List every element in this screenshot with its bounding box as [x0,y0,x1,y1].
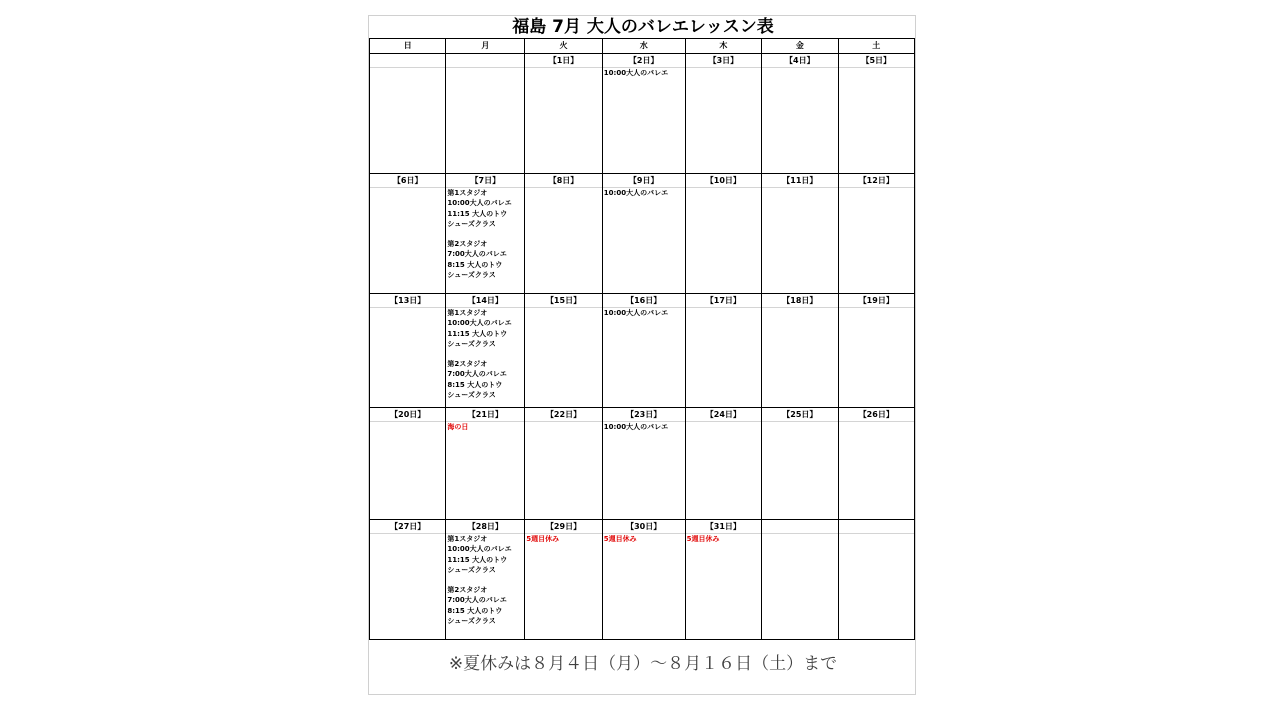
day-cell [685,54,762,174]
holiday-note: 5週目休み [526,535,560,543]
day-cell [838,174,914,294]
day-cell [762,54,838,174]
day-cell [838,294,914,408]
lesson-entry: 10:00大人のバレエ [447,545,512,554]
lesson-entry: 11:15 大人のトウ [447,555,508,564]
day-date-label: 【24日】 [686,408,762,422]
day-cell [446,54,525,174]
lesson-entry: 7:00大人のバレエ [447,370,507,379]
summer-break-note: ※夏休みは８月４日（月）～８月１６日（土）まで [448,654,838,674]
day-cell [762,520,838,640]
lesson-entry: 第2スタジオ [447,360,488,369]
day-cell [525,408,603,520]
day-cell [685,294,762,408]
day-date-label: 【31日】 [686,520,762,534]
lesson-entry: 10:00大人のバレエ [603,69,669,77]
lesson-entry: 11:15 大人のトウ [447,329,508,338]
lesson-entry: 10:00大人のバレエ [603,309,669,317]
weekday-tue: 火 [525,39,603,54]
week-row [370,174,915,294]
weekday-mon: 月 [446,39,525,54]
day-cell [602,54,685,174]
day-cell [525,294,603,408]
day-cell [602,174,685,294]
day-date-label: 【28日】 [446,520,524,534]
day-cell [838,54,914,174]
day-cell [446,408,525,520]
week-row [370,408,915,520]
day-cell [525,520,603,640]
day-cell [838,520,914,640]
day-date-label: 【21日】 [446,408,524,422]
lesson-entry: 8:15 大人のトウ [447,606,503,615]
weekday-sat: 土 [838,39,914,54]
day-date-label: 【3日】 [686,54,762,68]
day-cell [685,408,762,520]
day-date-label: 【16日】 [603,294,685,308]
lesson-entry: 11:15 大人のトウ [447,209,508,218]
day-cell [685,520,762,640]
day-cell [446,294,525,408]
lesson-entry: シューズクラス [447,617,496,626]
holiday-note: 5週目休み [686,535,720,543]
day-cell [602,408,685,520]
lesson-entry: シューズクラス [447,271,496,280]
lesson-entry: 10:00大人のバレエ [447,199,512,208]
weekday-wed: 水 [602,39,685,54]
day-date-label: 【6日】 [370,174,445,188]
day-date-label: 【20日】 [370,408,445,422]
day-date-label: 【23日】 [603,408,685,422]
day-cell [370,294,446,408]
lesson-entry: 第2スタジオ [447,586,488,595]
day-date-label: 【30日】 [603,520,685,534]
lesson-entry: 7:00大人のバレエ [447,596,507,605]
day-date-label: 【2日】 [603,54,685,68]
day-date-label: 【14日】 [446,294,524,308]
lesson-entry: 7:00大人のバレエ [447,250,507,259]
day-cell [370,520,446,640]
day-date-label: 【11日】 [762,174,837,188]
day-date-label: 【1日】 [525,54,602,68]
lesson-entry: 第1スタジオ [447,535,488,543]
day-cell [370,174,446,294]
day-cell [370,408,446,520]
day-date-label: 【17日】 [686,294,762,308]
weekday-fri: 金 [762,39,838,54]
weekday-header-row [370,39,915,54]
lesson-schedule-sheet [368,15,916,695]
day-date-label: 【7日】 [446,174,524,188]
day-date-label: 【5日】 [839,54,914,68]
lesson-entry: 第1スタジオ [447,189,488,197]
day-date-label: 【19日】 [839,294,914,308]
holiday-note: 海の日 [447,423,469,431]
lesson-entry: 第2スタジオ [447,240,488,249]
day-date-label [370,54,445,68]
day-date-label: 【13日】 [370,294,445,308]
day-cell [370,54,446,174]
lesson-entry: 10:00大人のバレエ [603,423,669,431]
schedule-title: 福島 7月 大人のバレエレッスン表 [512,17,774,37]
lesson-entry: 10:00大人のバレエ [447,319,512,328]
day-date-label [446,54,524,68]
day-date-label: 【12日】 [839,174,914,188]
day-cell [762,174,838,294]
day-date-label: 【9日】 [603,174,685,188]
day-date-label: 【10日】 [686,174,762,188]
lesson-entry: 8:15 大人のトウ [447,380,503,389]
lesson-entry: シューズクラス [447,391,496,400]
day-cell [525,174,603,294]
day-date-label: 【22日】 [525,408,602,422]
day-date-label: 【27日】 [370,520,445,534]
day-cell [525,54,603,174]
week-row [370,520,915,640]
day-date-label: 【29日】 [525,520,602,534]
day-cell [762,408,838,520]
lesson-entry: シューズクラス [447,219,496,228]
day-cell [685,174,762,294]
day-date-label: 【8日】 [525,174,602,188]
day-cell [762,294,838,408]
lesson-entry: シューズクラス [447,565,496,574]
day-date-label [762,520,837,534]
weekday-thu: 木 [685,39,762,54]
day-date-label: 【15日】 [525,294,602,308]
day-cell [602,520,685,640]
day-cell [838,408,914,520]
calendar-grid [369,38,915,640]
week-row [370,294,915,408]
lesson-entry: 10:00大人のバレエ [603,189,669,197]
day-cell [446,520,525,640]
weekday-sun: 日 [370,39,446,54]
day-date-label: 【26日】 [839,408,914,422]
day-date-label: 【25日】 [762,408,837,422]
week-row [370,54,915,174]
day-date-label [839,520,914,534]
lesson-entry: シューズクラス [447,339,496,348]
day-date-label: 【18日】 [762,294,837,308]
lesson-entry: 8:15 大人のトウ [447,260,503,269]
holiday-note: 5週目休み [603,535,637,543]
day-date-label: 【4日】 [762,54,837,68]
day-cell [602,294,685,408]
lesson-entry: 第1スタジオ [447,309,488,317]
day-cell [446,174,525,294]
